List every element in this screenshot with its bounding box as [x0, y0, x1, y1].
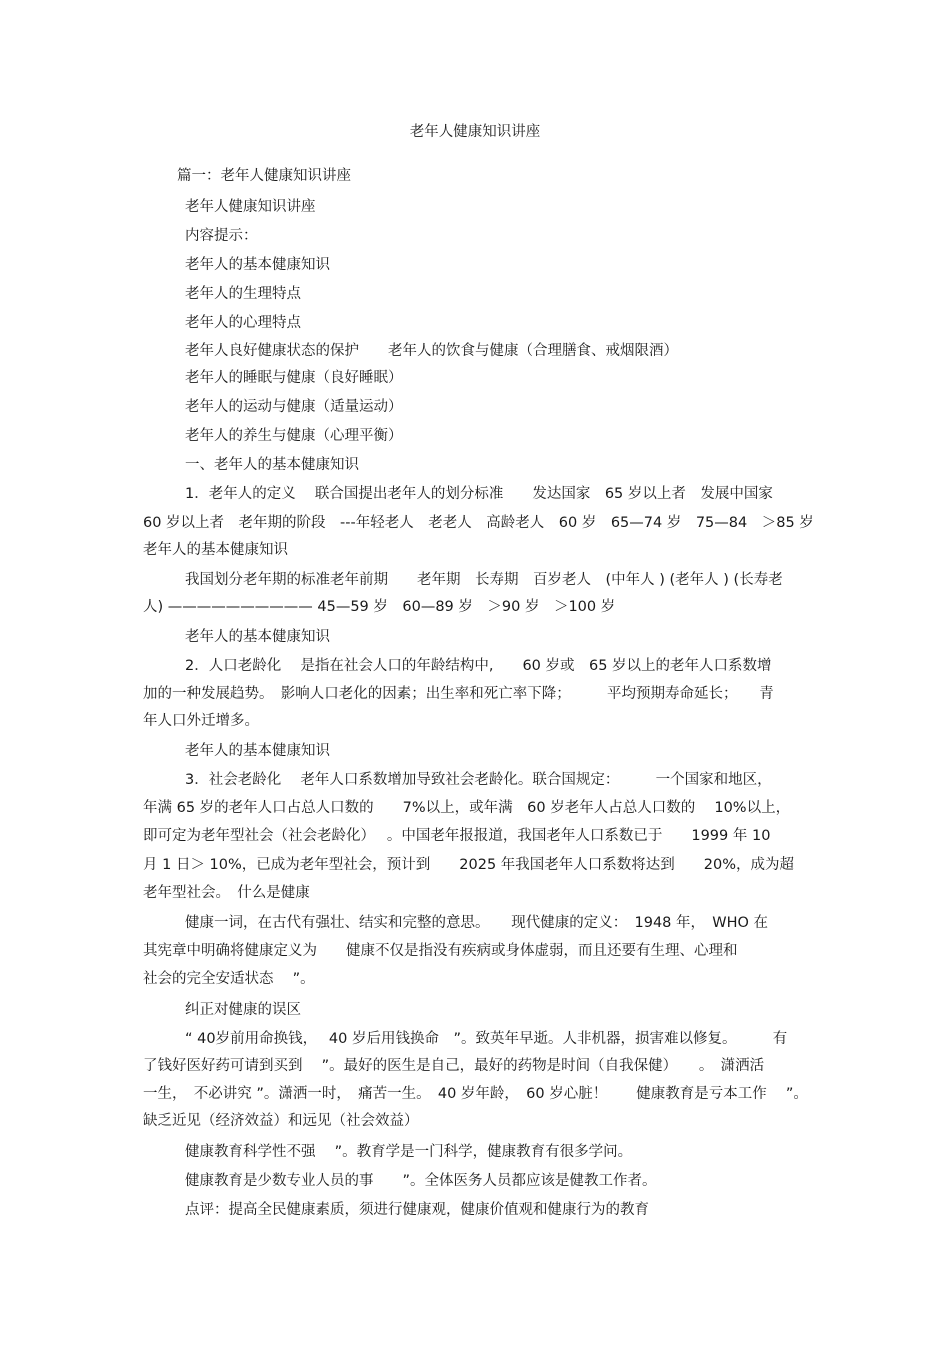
text-line: 老年人的养生与健康（心理平衡）: [185, 428, 403, 444]
text-line: 加的一种发展趋势。 影响人口老化的因素；出生率和死亡率下降； 平均预期寿命延长； 青: [143, 686, 774, 702]
text-line: 老年人的基本健康知识: [143, 542, 288, 558]
text-line: 老年人健康知识讲座: [185, 199, 316, 215]
text-line: 年人口外迁增多。: [143, 713, 259, 729]
section-heading: 一、老年人的基本健康知识: [185, 457, 359, 473]
text-line: 年满 65 岁的老年人口占总人口数的 7%以上，或年满 60 岁老年人占总人口数的 10%以上，: [143, 800, 791, 816]
text-line: 老年人的基本健康知识: [185, 257, 330, 273]
text-line: 老年人良好健康状态的保护 老年人的饮食与健康（合理膳食、戒烟限酒）: [185, 343, 678, 359]
text-line: 3．社会老龄化 老年人口系数增加导致社会老龄化。联合国规定： 一个国家和地区，: [185, 772, 772, 788]
section-heading: 老年人的基本健康知识: [185, 629, 330, 645]
text-line: 了钱好医好药可请到买到 ”。最好的医生是自己，最好的药物是时间（自我保健） 。 潇洒活: [143, 1058, 765, 1074]
text-line: 老年人的心理特点: [185, 315, 301, 331]
text-line: 老年型社会。 什么是健康: [143, 885, 310, 901]
text-line: 月 1 日＞ 10%，已成为老年型社会，预计到 2025 年我国老年人口系数将达到 20%，成为超: [143, 857, 795, 873]
text-line: 老年人的睡眠与健康（良好睡眠）: [185, 370, 403, 386]
text-line: 健康教育科学性不强 ”。教育学是一门科学，健康教育有很多学问。: [185, 1144, 633, 1160]
text-line: 社会的完全安适状态 ”。: [143, 971, 315, 987]
text-line: “ 40岁前用命换钱， 40 岁后用钱换命 ”。致英年早逝。人非机器，损害难以修复。 有: [185, 1031, 788, 1047]
text-line: 健康一词，在古代有强壮、结实和完整的意思。 现代健康的定义： 1948 年， WHO 在: [185, 915, 769, 931]
section-heading: 纠正对健康的误区: [185, 1002, 301, 1018]
document-title: 老年人健康知识讲座: [409, 124, 541, 140]
text-line: 即可定为老年型社会（社会老龄化） 。中国老年报报道，我国老年人口系数已于 1999 年 10: [143, 828, 771, 844]
text-line: 内容提示：: [185, 228, 258, 244]
text-line: 缺乏近见（经济效益）和远见（社会效益）: [143, 1113, 419, 1129]
section-heading: 老年人的基本健康知识: [185, 743, 330, 759]
text-line: 点评：提高全民健康素质，须进行健康观，健康价值观和健康行为的教育: [185, 1202, 649, 1218]
text-line: 我国划分老年期的标准老年前期 老年期 长寿期 百岁老人 (中年人 ) (老年人 ) (长寿老: [185, 572, 783, 588]
text-line: 老年人的生理特点: [185, 286, 301, 302]
part-heading: 篇一：老年人健康知识讲座: [177, 168, 351, 184]
text-line: 健康教育是少数专业人员的事 ”。全体医务人员都应该是健教工作者。: [185, 1173, 657, 1189]
text-line: 其宪章中明确将健康定义为 健康不仅是指没有疾病或身体虚弱，而且还要有生理、心理和: [143, 943, 738, 959]
text-line: 1．老年人的定义 联合国提出老年人的划分标准 发达国家 65 岁以上者 发展中国家: [185, 486, 773, 502]
text-line: 2．人口老龄化 是指在社会人口的年龄结构中, 60 岁或 65 岁以上的老年人口系数增: [185, 658, 772, 674]
text-line: 60 岁以上者 老年期的阶段 ---年轻老人 老老人 高龄老人 60 岁 65—74 岁 75—84 ＞85 岁: [143, 515, 814, 531]
text-line: 人) —————————— 45—59 岁 60—89 岁 ＞90 岁 ＞100 岁: [143, 599, 616, 615]
text-line: 老年人的运动与健康（适量运动）: [185, 399, 403, 415]
text-line: 一生， 不必讲究 ”。潇洒一时， 痛苦一生。 40 岁年龄， 60 岁心脏！ 健康教育是亏本工作 ”。: [143, 1086, 808, 1102]
